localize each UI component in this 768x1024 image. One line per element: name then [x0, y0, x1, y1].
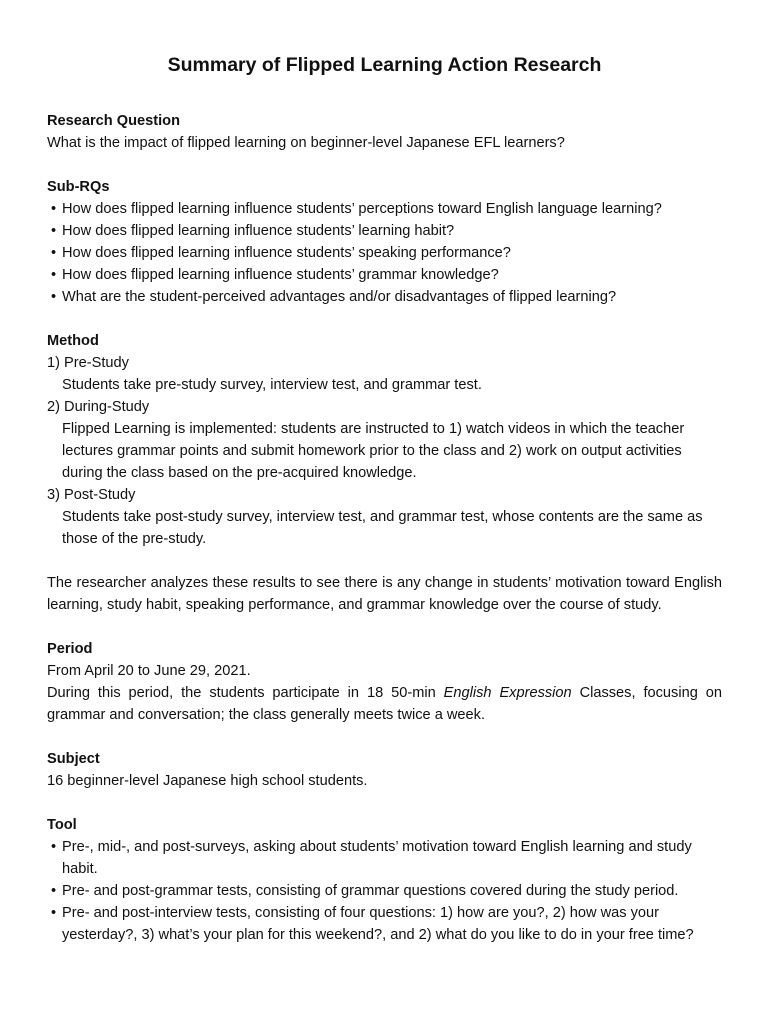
subject-section: [47, 748, 722, 792]
method-heading: Method: [47, 333, 99, 349]
list-item: [47, 902, 722, 946]
tool-list: [47, 836, 722, 946]
list-item: [47, 242, 722, 264]
period-detail: [47, 682, 722, 726]
analysis-paragraph: The researcher analyzes these results to see there is any change in students’ motivation toward English learning, study habit, speaking performance, and grammar knowledge over the course of study.: [47, 575, 722, 613]
period-detail-before: During this period, the students participate in 18 50-min: [47, 685, 444, 701]
subject-text: 16 beginner-level Japanese high school students.: [47, 773, 368, 789]
bullet-icon: •: [51, 223, 57, 239]
subject-heading: Subject: [47, 751, 100, 767]
period-heading: Period: [47, 641, 93, 657]
bullet-icon: •: [51, 245, 57, 261]
method-step-text: Flipped Learning is implemented: students are instructed to 1) watch videos in which the teacher lectures grammar points and submit homework prior to the class and 2) work on output activities during the class based on the pre-acquired knowledge.: [62, 421, 685, 481]
tool-section: [47, 814, 722, 946]
sub-rqs-heading: Sub-RQs: [47, 179, 110, 195]
tool-heading: Tool: [47, 817, 77, 833]
method-step-label: 2) During-Study: [47, 399, 150, 415]
research-question-heading: Research Question: [47, 113, 181, 129]
bullet-icon: •: [51, 883, 57, 899]
list-item: [47, 220, 722, 242]
list-item: [47, 198, 722, 220]
tool-text: Pre-, mid-, and post-surveys, asking about students’ motivation toward English learning and study habit.: [62, 839, 692, 877]
list-item: [47, 836, 722, 880]
sub-rq-text: How does flipped learning influence students’ perceptions toward English language learning?: [62, 201, 662, 217]
period-detail-after: Classes, focusing on grammar and conversation; the class generally meets twice a week.: [47, 685, 722, 723]
method-step-text: Students take pre-study survey, interview test, and grammar test.: [62, 377, 482, 393]
method-step-text: Students take post-study survey, interview test, and grammar test, whose contents are the same as those of the pre-study.: [62, 509, 703, 547]
bullet-icon: •: [51, 839, 57, 855]
bullet-icon: •: [51, 289, 57, 305]
research-question-section: [47, 110, 722, 154]
period-dates: From April 20 to June 29, 2021.: [47, 663, 251, 679]
method-section: [47, 330, 722, 550]
tool-text: Pre- and post-interview tests, consisting of four questions: 1) how are you?, 2) how was your yesterday?, 3) what’s your plan for this weekend?, and 2) what do you like to do in your free time?: [62, 905, 694, 943]
tool-text: Pre- and post-grammar tests, consisting of grammar questions covered during the study period.: [62, 883, 679, 899]
sub-rq-text: How does flipped learning influence students’ speaking performance?: [62, 245, 511, 261]
sub-rq-text: How does flipped learning influence students’ grammar knowledge?: [62, 267, 499, 283]
research-question-text: What is the impact of flipped learning on beginner-level Japanese EFL learners?: [47, 135, 565, 151]
list-item: [47, 264, 722, 286]
sub-rqs-list: [47, 198, 722, 308]
list-item: [47, 880, 722, 902]
analysis-section: [47, 572, 722, 616]
bullet-icon: •: [51, 267, 57, 283]
period-section: [47, 638, 722, 726]
sub-rq-text: What are the student-perceived advantages and/or disadvantages of flipped learning?: [62, 289, 617, 305]
sub-rqs-section: [47, 176, 722, 308]
bullet-icon: •: [51, 201, 57, 217]
method-step-label: 3) Post-Study: [47, 487, 136, 503]
bullet-icon: •: [51, 905, 57, 921]
sub-rq-text: How does flipped learning influence students’ learning habit?: [62, 223, 455, 239]
document-title: Summary of Flipped Learning Action Research: [167, 54, 602, 76]
method-step-label: 1) Pre-Study: [47, 355, 129, 371]
course-name: English Expression: [443, 685, 572, 701]
list-item: [47, 286, 722, 308]
